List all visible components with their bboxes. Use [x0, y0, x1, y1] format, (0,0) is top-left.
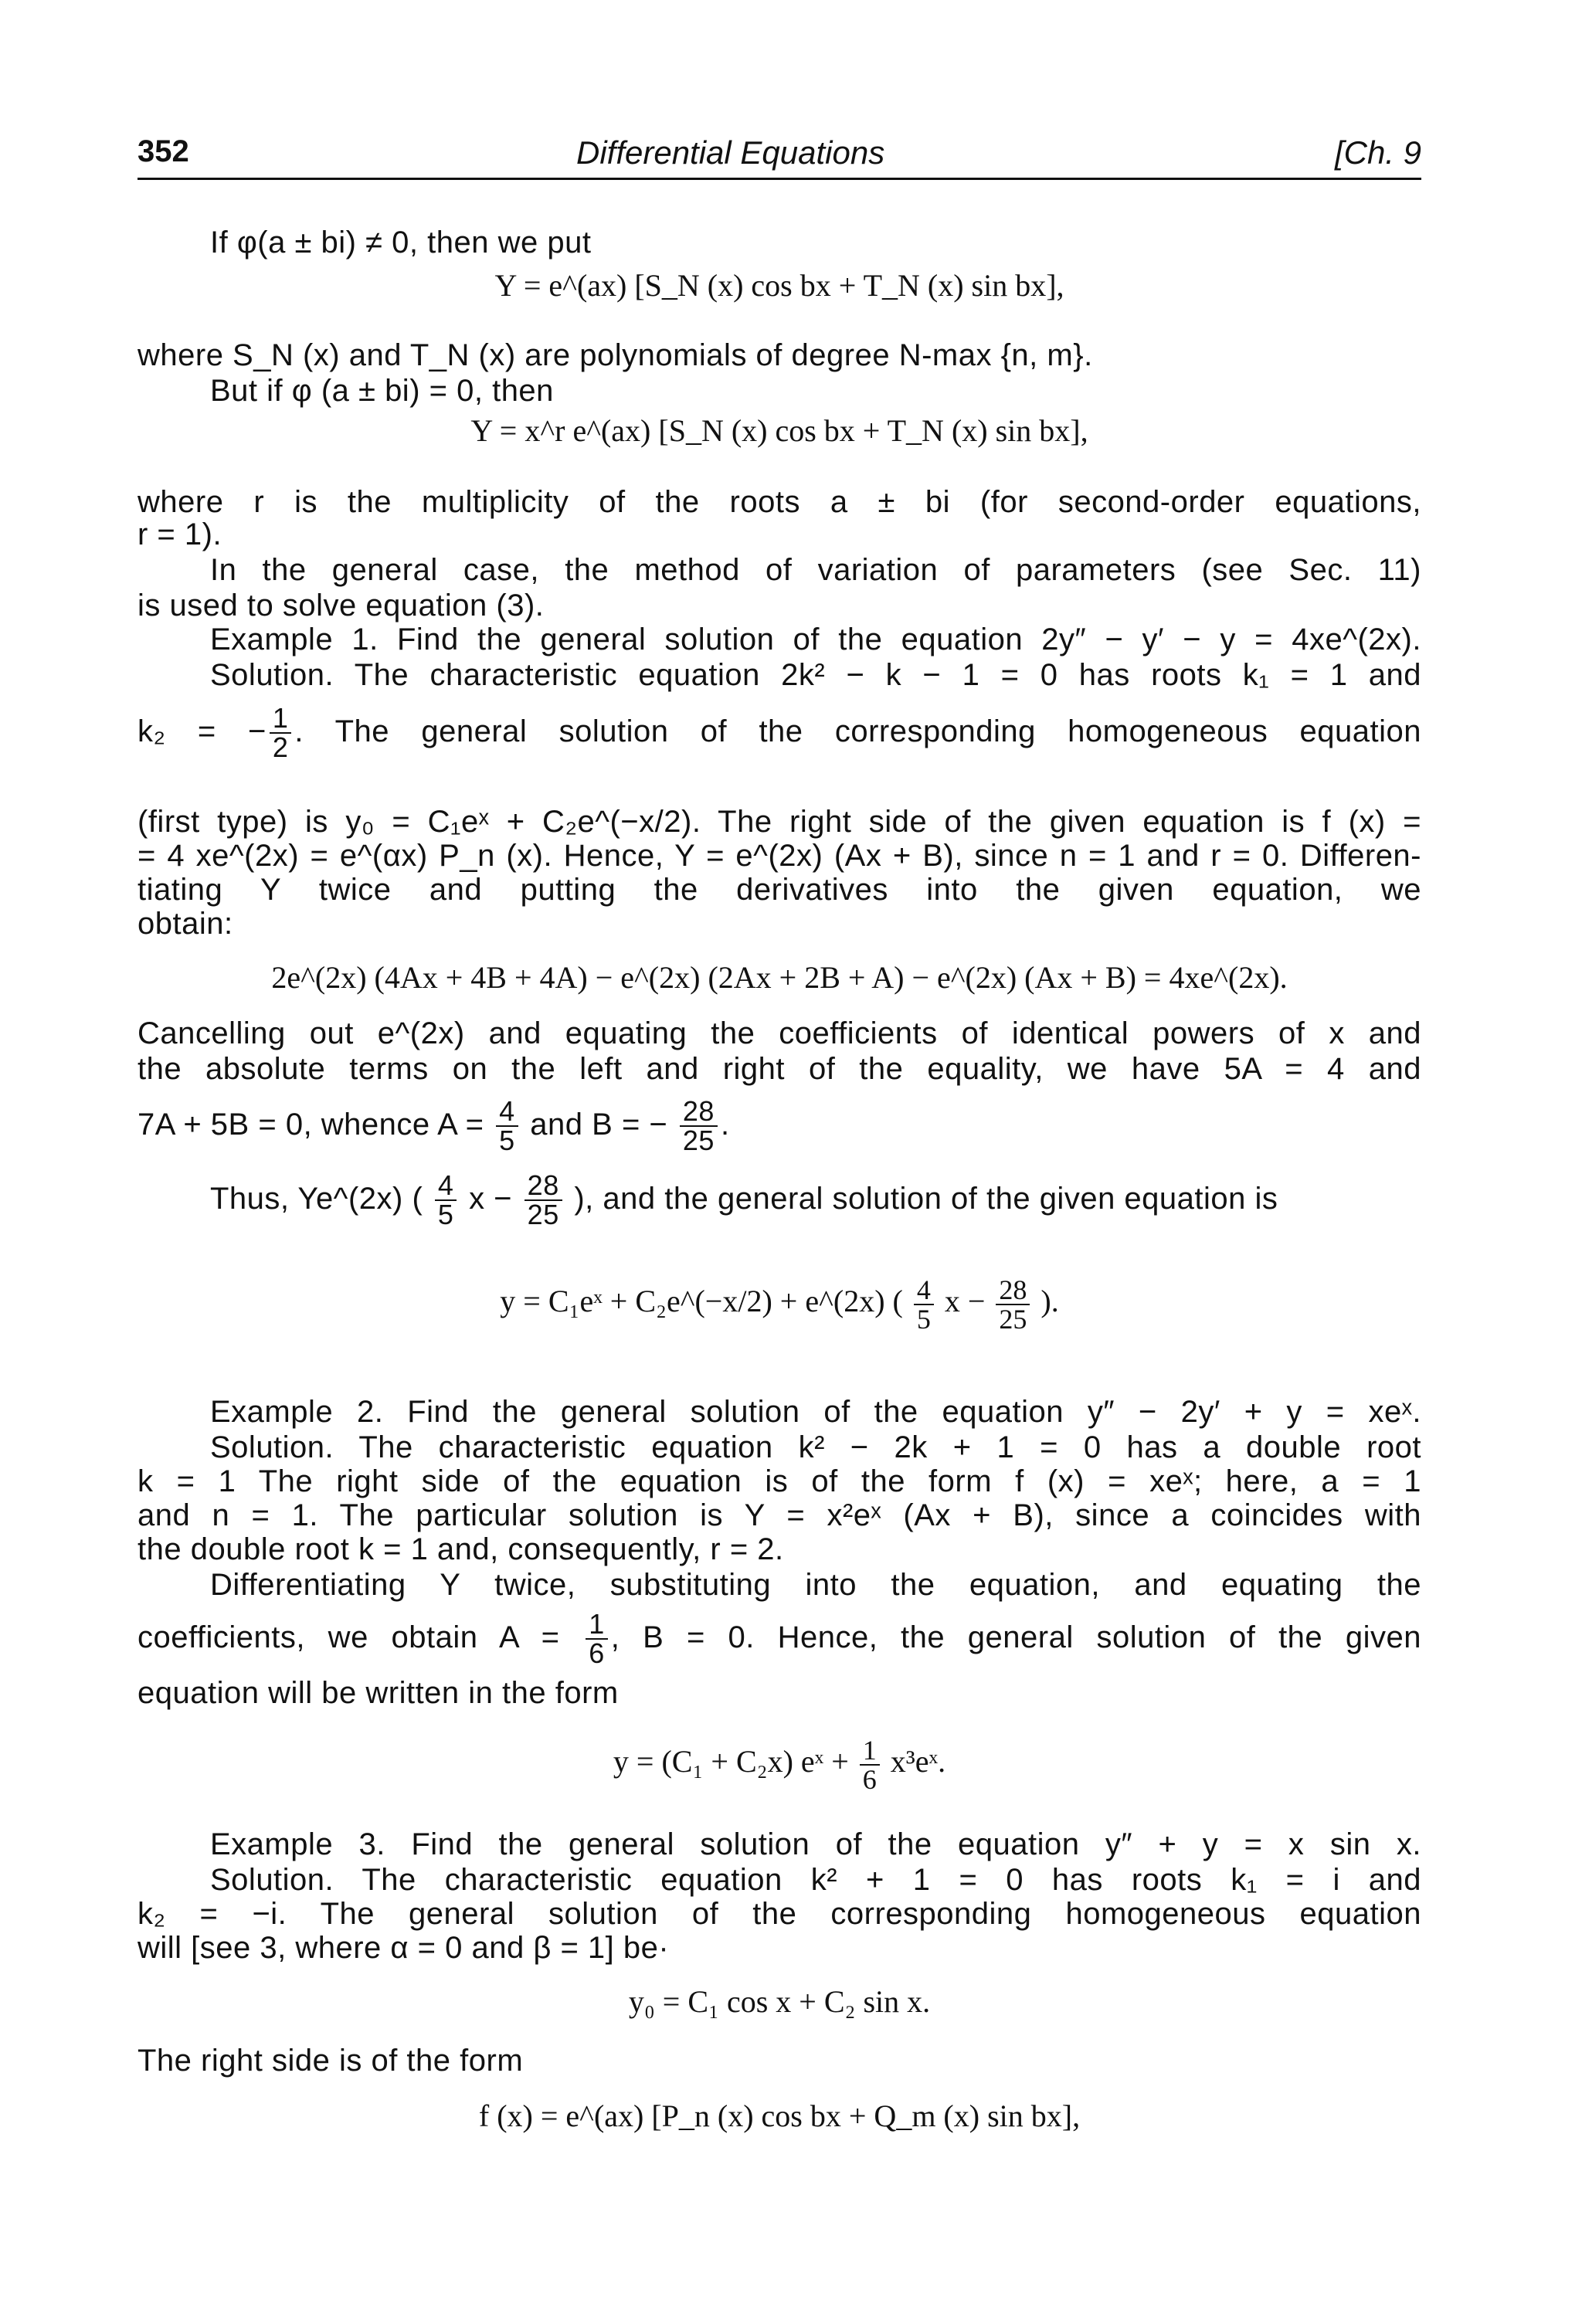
fraction [996, 1276, 1030, 1333]
text-run: ), and the general solution of the given equation is [574, 1182, 1278, 1216]
text-line: where S_N (x) and T_N (x) are polynomials of degree N-max {n, m}. [137, 338, 1093, 372]
numerator: 28 [680, 1098, 718, 1127]
text-line: equation will be written in the form [137, 1676, 619, 1710]
equation: Y = e^(ax) [S_N (x) cos bx + T_N (x) sin bx], [494, 268, 1064, 303]
text-line: obtain: [137, 907, 233, 941]
denominator: 5 [916, 1303, 931, 1335]
text-line: In the general case, the method of variation of parameters (see Sec. 11) [210, 553, 1421, 587]
fraction [525, 1169, 562, 1231]
text-line: Differentiating Y twice, substituting into the equation, and equating the [210, 1568, 1421, 1602]
text-run: and B = − [530, 1108, 668, 1142]
text-run: x − [469, 1182, 513, 1216]
text-run: ). [1041, 1284, 1059, 1318]
text-line: Example 2. Find the general solution of the equation y″ − 2y′ + y = xeˣ. [210, 1395, 1421, 1429]
text-line: k = 1 The right side of the equation is of the form f (x) = xeˣ; here, a = 1 [137, 1464, 1421, 1498]
numerator: 1 [860, 1736, 880, 1766]
text-line: the double root k = 1 and, consequently, r = 2. [137, 1532, 784, 1566]
text-line: the absolute terms on the left and right of the equality, we have 5A = 4 and [137, 1052, 1421, 1086]
text-run: , B = 0. Hence, the general solution of the given [610, 1620, 1421, 1654]
text-line: tiating Y twice and putting the derivatives into the given equation, we [137, 873, 1421, 907]
numerator: 1 [270, 704, 292, 734]
running-title: Differential Equations [576, 134, 885, 171]
text-line: where r is the multiplicity of the roots a ± bi (for second-order equations, [137, 485, 1421, 519]
text-line [137, 702, 1421, 764]
equation: y₀ = C₁ cos x + C₂ sin x. [628, 1984, 931, 2019]
equation [137, 1267, 1421, 1336]
text-run: y = C₁eˣ + C₂e^(−x/2) + e^(2x) ( [500, 1284, 903, 1318]
fraction [860, 1736, 880, 1793]
text-line: 7A + 5B = 0, whence A = $\frac{4}{5}$ and B = − $\frac{28}{25}$ . [137, 1095, 730, 1157]
denominator: 6 [862, 1763, 877, 1795]
text-run: . The general solution of the corresponding homogeneous equation [294, 714, 1421, 748]
text-run: Thus, Ye^(2x) ( [210, 1182, 423, 1216]
text-line: = 4 xe^(2x) = e^(αx) P_n (x). Hence, Y = e^(2x) (Ax + B), since n = 1 and r = 0. Differen- [137, 839, 1421, 873]
text-line: r = 1). [137, 517, 222, 551]
text-line: (first type) is y₀ = C₁eˣ + C₂e^(−x/2). The right side of the given equation is f (x) = [137, 805, 1421, 839]
text-line: But if φ (a ± bi) = 0, then [210, 374, 554, 408]
numerator: 4 [914, 1276, 934, 1305]
text-line: Cancelling out e^(2x) and equating the coefficients of identical powers of x and [137, 1016, 1421, 1050]
text-line: The right side is of the form [137, 2044, 524, 2078]
numerator: 4 [496, 1098, 518, 1127]
text-line: k₂ = −i. The general solution of the corresponding homogeneous equation [137, 1897, 1421, 1931]
denominator: 25 [999, 1303, 1027, 1335]
text-line: Solution. The characteristic equation k² − 2k + 1 = 0 has a double root [210, 1430, 1421, 1464]
equation: 2e^(2x) (4Ax + 4B + 4A) − e^(2x) (2Ax + 2B + A) − e^(2x) (Ax + B) = 4xe^(2x). [271, 960, 1288, 995]
numerator: 28 [996, 1276, 1030, 1305]
text-line: is used to solve equation (3). [137, 589, 545, 623]
denominator: 5 [499, 1125, 515, 1157]
header-rule [137, 178, 1421, 180]
text-run: y = (C₁ + C₂x) eˣ + [613, 1744, 849, 1779]
text-run: x − [944, 1284, 986, 1318]
text-line: Example 3. Find the general solution of the equation y″ + y = x sin x. [210, 1827, 1421, 1861]
fraction [914, 1276, 934, 1333]
text-run: x³eˣ. [890, 1744, 946, 1779]
denominator: 6 [589, 1637, 605, 1670]
numerator: 28 [525, 1172, 562, 1201]
text-line: Example 1. Find the general solution of the equation 2y″ − y′ − y = 4xe^(2x). [210, 623, 1421, 656]
text-line: will [see 3, where α = 0 and β = 1] be· [137, 1931, 670, 1965]
text-line: Solution. The characteristic equation k² + 1 = 0 has roots k₁ = i and [210, 1863, 1421, 1897]
denominator: 25 [682, 1125, 715, 1157]
text-run: coefficients, we obtain A = [137, 1620, 560, 1654]
text-run: 7A + 5B = 0, whence A = [137, 1108, 484, 1142]
text-run: k₂ = − [137, 714, 266, 748]
numerator: 4 [435, 1172, 457, 1201]
text-line: and n = 1. The particular solution is Y = x²eˣ (Ax + B), since a coincides with [137, 1498, 1421, 1532]
chapter-label: [Ch. 9 [1334, 134, 1421, 171]
fraction [270, 704, 292, 762]
fraction [496, 1095, 518, 1157]
fraction [680, 1095, 718, 1157]
text-line [137, 1606, 1421, 1668]
fraction [586, 1610, 608, 1668]
page-number: 352 [137, 134, 189, 168]
text-line [210, 1168, 1421, 1230]
numerator: 1 [586, 1610, 608, 1640]
denominator: 25 [527, 1199, 559, 1231]
page-header [137, 130, 1421, 176]
text-line: If φ(a ± bi) ≠ 0, then we put [210, 226, 592, 260]
equation [137, 1727, 1421, 1796]
denominator: 2 [272, 731, 289, 764]
fraction [435, 1169, 457, 1231]
equation: f (x) = e^(ax) [P_n (x) cos bx + Q_m (x) sin bx], [478, 2098, 1081, 2133]
text-line: Solution. The characteristic equation 2k² − k − 1 = 0 has roots k₁ = 1 and [210, 658, 1421, 692]
denominator: 5 [437, 1199, 454, 1231]
equation: Y = x^r e^(ax) [S_N (x) cos bx + T_N (x) sin bx], [470, 413, 1088, 448]
